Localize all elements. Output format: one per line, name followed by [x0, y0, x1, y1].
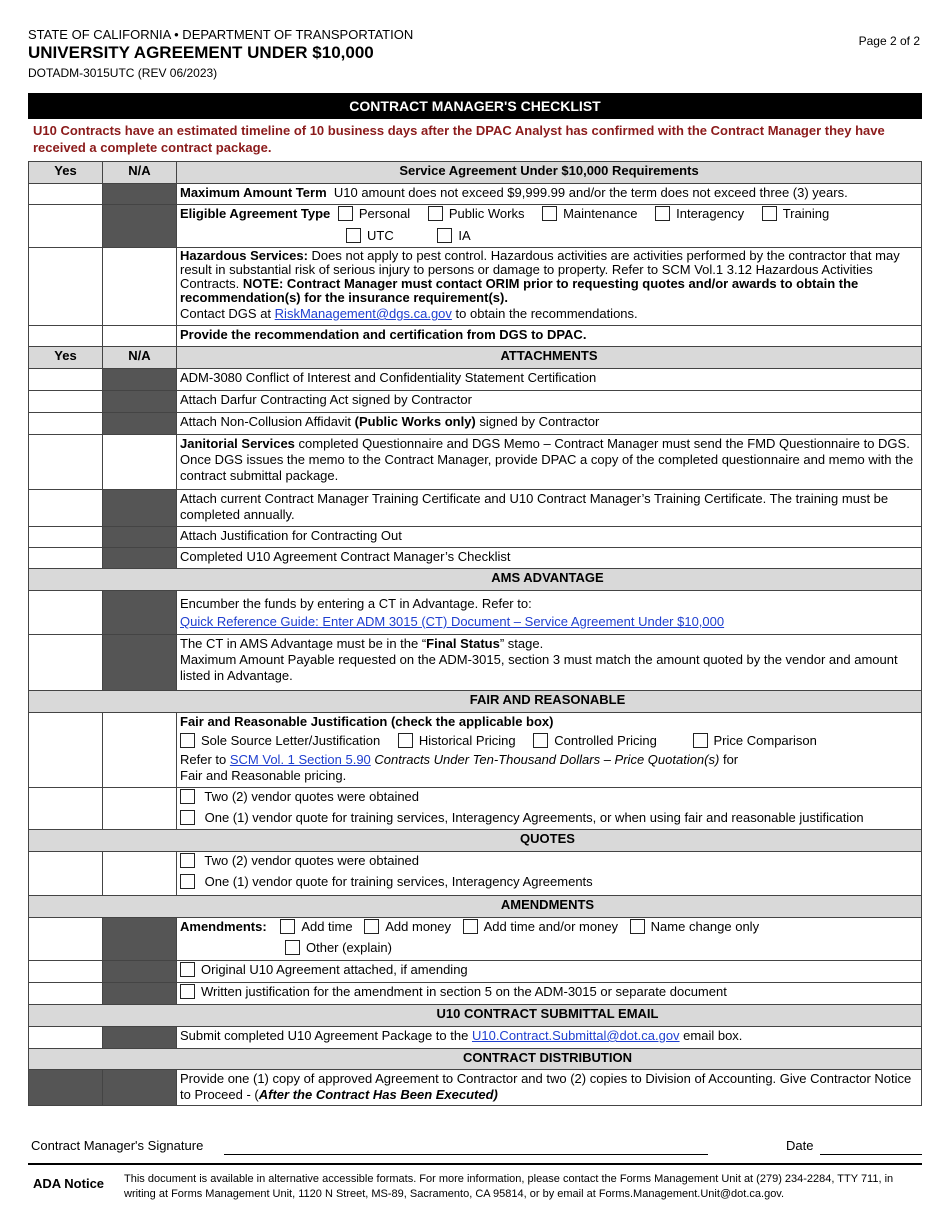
quotes-item [177, 852, 922, 896]
option-historical-pricing: Historical Pricing [418, 733, 516, 748]
quotes-two-text: Two (2) vendor quotes were obtained [204, 853, 420, 868]
written-justification-item [177, 983, 922, 1005]
refer-italic: Contracts Under Ten-Thousand Dollars – Price Quotation(s) [374, 752, 720, 767]
non-collusion-bold: (Public Works only) [354, 414, 476, 429]
encumber-text: Encumber the funds by entering a CT in Advantage. Refer to: [180, 596, 532, 611]
amendments-label: Amendments: [180, 919, 267, 934]
max-amount-row [177, 184, 922, 205]
checkbox-interagency[interactable] [655, 206, 670, 221]
na-cell-shaded [103, 1070, 177, 1106]
checklist-item: Completed U10 Agreement Contract Manager’s Checklist [177, 548, 922, 569]
distribution-italic: After the Contract Has Been Executed) [258, 1087, 498, 1102]
risk-management-email-link[interactable]: RiskManagement@dgs.ca.gov [274, 306, 452, 321]
training-item: Attach current Contract Manager Training Certificate and U10 Contract Manager’s Training Certificate. The training must be completed annually. [177, 490, 922, 527]
janitorial-text: completed Questionnaire and DGS Memo – Contract Manager must send the FMD Questionnaire to DGS. Once DGS issues the memo to the Contract Manager, provide DPAC a copy of the completed questionnaire and memo with the contract submittal package. [180, 436, 914, 483]
distribution-title: CONTRACT DISTRIBUTION [29, 1049, 922, 1070]
option-other: Other (explain) [306, 940, 392, 955]
original-agreement-item [177, 961, 922, 983]
max-amount-label: Maximum Amount Term [180, 185, 327, 200]
ada-label: ADA Notice [33, 1176, 105, 1191]
quick-reference-guide-link[interactable]: Quick Reference Guide: Enter ADM 3015 (CT) Document – Service Agreement Under $10,000 [180, 614, 725, 629]
option-utc: UTC [367, 228, 394, 243]
checklist-banner: CONTRACT MANAGER'S CHECKLIST [28, 93, 922, 119]
yes-cell[interactable] [29, 490, 103, 527]
yes-cell[interactable] [29, 369, 103, 391]
fair-justification-item [177, 713, 922, 788]
submit-post: email box. [683, 1028, 743, 1043]
table-row [29, 983, 922, 1005]
ams-title: AMS ADVANTAGE [29, 569, 922, 591]
page-number: Page 2 of 2 [858, 34, 920, 48]
encumber-item [177, 591, 922, 635]
attachments-header-row [29, 347, 922, 369]
distribution-text: Provide one (1) copy of approved Agreement to Contractor and two (2) copies to Division of Accounting. Give Contractor Notice to Proceed - ( [180, 1071, 912, 1102]
na-cell-shaded [103, 527, 177, 548]
na-cell-shaded [103, 548, 177, 569]
checkbox-written-justification[interactable] [180, 984, 195, 999]
ams-header-row [29, 569, 922, 591]
na-cell[interactable] [103, 326, 177, 347]
yes-cell[interactable] [29, 788, 103, 830]
hazardous-text: Does not apply to pest control. Hazardous activities are activities performed by the contractor that may result in substantial risk of serious injury to persons or damage to property. Refer to SCM Vol.1 3.12 Hazardous Activities Contracts. [180, 248, 900, 291]
yes-cell[interactable] [29, 548, 103, 569]
written-justification-text: Written justification for the amendment in section 5 on the ADM-3015 or separate document [201, 984, 727, 999]
amendments-title: AMENDMENTS [29, 896, 922, 918]
yes-cell[interactable] [29, 713, 103, 788]
table-row [29, 490, 922, 527]
fair-justification-label: Fair and Reasonable Justification (check the applicable box) [180, 714, 554, 729]
option-add-money: Add money [385, 919, 452, 934]
option-price-comparison: Price Comparison [713, 733, 817, 748]
max-amount-text: U10 amount does not exceed $9,999.99 and/or the term does not exceed three (3) years. [333, 185, 848, 200]
signature-row [30, 1138, 922, 1158]
table-row [29, 635, 922, 691]
na-cell[interactable] [103, 435, 177, 490]
agency-line: STATE OF CALIFORNIA • DEPARTMENT OF TRANSPORTATION [28, 27, 414, 42]
option-ia: IA [458, 228, 471, 243]
hazardous-row [177, 248, 922, 326]
contact-dgs-text: Contact DGS at [180, 306, 272, 321]
checkbox-other[interactable] [285, 940, 300, 955]
yes-cell[interactable] [29, 326, 103, 347]
quotes-title: QUOTES [29, 830, 922, 852]
checkbox-original-agreement[interactable] [180, 962, 195, 977]
ada-divider [28, 1163, 922, 1165]
yes-header: Yes [29, 347, 103, 369]
form-title: UNIVERSITY AGREEMENT UNDER $10,000 [28, 43, 374, 62]
yes-cell[interactable] [29, 852, 103, 896]
yes-cell[interactable] [29, 918, 103, 961]
refer-line2: Fair and Reasonable pricing. [180, 768, 347, 783]
table-row [29, 248, 922, 326]
na-cell-shaded [103, 369, 177, 391]
na-cell-shaded [103, 635, 177, 691]
signature-field[interactable] [224, 1154, 708, 1155]
na-cell-shaded [103, 490, 177, 527]
na-cell-shaded [103, 391, 177, 413]
status-post: ” stage. [499, 636, 544, 651]
one-quote-text: One (1) vendor quote for training services, Interagency Agreements, or when using fair and reasonable justification [204, 810, 864, 825]
checkbox-add-money[interactable] [364, 919, 379, 934]
attachments-title: ATTACHMENTS [177, 347, 922, 369]
fair-quotes-item [177, 788, 922, 830]
non-collusion-post: signed by Contractor [479, 414, 600, 429]
table-row [29, 591, 922, 635]
table-row [29, 1070, 922, 1106]
table-row [29, 852, 922, 896]
na-cell-shaded [103, 1027, 177, 1049]
checkbox-quotes-one[interactable] [180, 874, 195, 889]
service-title: Service Agreement Under $10,000 Requirements [177, 162, 922, 184]
table-row [29, 326, 922, 347]
checkbox-maintenance[interactable] [542, 206, 557, 221]
table-row [29, 961, 922, 983]
checkbox-public-works[interactable] [428, 206, 443, 221]
option-add-time-money: Add time and/or money [483, 919, 619, 934]
na-cell-shaded [103, 413, 177, 435]
yes-cell[interactable] [29, 413, 103, 435]
na-cell[interactable] [103, 788, 177, 830]
final-status-bold: Final Status [426, 636, 500, 651]
table-row [29, 435, 922, 490]
na-cell-shaded [103, 961, 177, 983]
na-header: N/A [103, 162, 177, 184]
table-row [29, 205, 922, 248]
yes-cell[interactable] [29, 961, 103, 983]
option-maintenance: Maintenance [563, 206, 638, 221]
table-row [29, 369, 922, 391]
na-cell-shaded [103, 918, 177, 961]
two-quotes-text: Two (2) vendor quotes were obtained [204, 789, 420, 804]
checkbox-controlled-pricing[interactable] [533, 733, 548, 748]
table-row [29, 184, 922, 205]
na-cell-shaded [103, 591, 177, 635]
table-row [29, 918, 922, 961]
na-cell[interactable] [103, 713, 177, 788]
checkbox-training[interactable] [762, 206, 777, 221]
yes-cell[interactable] [29, 527, 103, 548]
non-collusion-item [177, 413, 922, 435]
submit-email-item [177, 1027, 922, 1049]
adm3080-item: ADM-3080 Conflict of Interest and Confidentiality Statement Certification [177, 369, 922, 391]
status-text: The CT in AMS Advantage must be in the “ [180, 636, 427, 651]
table-row [29, 713, 922, 788]
janitorial-item [177, 435, 922, 490]
email-title: U10 CONTRACT SUBMITTAL EMAIL [29, 1005, 922, 1027]
na-cell[interactable] [103, 852, 177, 896]
yes-cell[interactable] [29, 983, 103, 1005]
amendments-item [177, 918, 922, 961]
option-training: Training [782, 206, 830, 221]
refer-text: Refer to [180, 752, 227, 767]
form-number: DOTADM-3015UTC (REV 06/2023) [28, 66, 218, 80]
signature-label: Contract Manager's Signature [31, 1138, 204, 1153]
checkbox-one-quote[interactable] [180, 810, 195, 825]
na-cell-shaded [103, 205, 177, 248]
checkbox-quotes-two[interactable] [180, 853, 195, 868]
checkbox-ia[interactable] [437, 228, 452, 243]
fair-header-row [29, 691, 922, 713]
quotes-one-text: One (1) vendor quote for training services, Interagency Agreements [204, 874, 593, 889]
option-sole-source: Sole Source Letter/Justification [201, 733, 381, 748]
option-interagency: Interagency [676, 206, 745, 221]
table-row [29, 548, 922, 569]
yes-cell-shaded [29, 1070, 103, 1106]
yes-cell[interactable] [29, 248, 103, 326]
checkbox-name-change[interactable] [630, 919, 645, 934]
date-field[interactable] [820, 1154, 922, 1155]
table-row [29, 1027, 922, 1049]
date-label: Date [786, 1138, 814, 1153]
yes-cell[interactable] [29, 391, 103, 413]
original-agreement-text: Original U10 Agreement attached, if amending [201, 962, 468, 977]
final-status-item [177, 635, 922, 691]
table-row [29, 413, 922, 435]
table-row [29, 788, 922, 830]
checkbox-utc[interactable] [346, 228, 361, 243]
service-header-row [29, 162, 922, 184]
scm-section-link[interactable]: SCM Vol. 1 Section 5.90 [229, 752, 371, 767]
yes-cell[interactable] [29, 205, 103, 248]
checkbox-price-comparison[interactable] [693, 733, 708, 748]
checkbox-personal[interactable] [338, 206, 353, 221]
email-header-row [29, 1005, 922, 1027]
darfur-item: Attach Darfur Contracting Act signed by Contractor [177, 391, 922, 413]
na-cell[interactable] [103, 248, 177, 326]
checkbox-sole-source[interactable] [180, 733, 195, 748]
checkbox-historical-pricing[interactable] [398, 733, 413, 748]
option-name-change: Name change only [650, 919, 760, 934]
hazardous-label: Hazardous Services: [180, 248, 308, 263]
quotes-header-row [29, 830, 922, 852]
submit-text: Submit completed U10 Agreement Package to the [180, 1028, 469, 1043]
submittal-email-link[interactable]: U10.Contract.Submittal@dot.ca.gov [471, 1028, 680, 1043]
option-personal: Personal [358, 206, 411, 221]
refer-post: for [722, 752, 739, 767]
table-row [29, 391, 922, 413]
janitorial-label: Janitorial Services [180, 436, 295, 451]
amendments-header-row [29, 896, 922, 918]
yes-cell[interactable] [29, 1027, 103, 1049]
option-add-time: Add time [301, 919, 353, 934]
justification-item: Attach Justification for Contracting Out [177, 527, 922, 548]
yes-cell[interactable] [29, 591, 103, 635]
na-cell-shaded [103, 184, 177, 205]
yes-cell[interactable] [29, 435, 103, 490]
eligible-type-label: Eligible Agreement Type [180, 206, 331, 221]
fair-title: FAIR AND REASONABLE [29, 691, 922, 713]
ada-text: This document is available in alternative accessible formats. For more information, please contact the Forms Management Unit at (279) 234-2284, TTY 711, in writing at Forms Management Unit, 1120 N Street, MS-89, Sacramento, CA 95814, or by email at Forms.Management.Unit@dot.ca.gov. [124, 1173, 894, 1200]
yes-cell[interactable] [29, 635, 103, 691]
yes-header: Yes [29, 162, 103, 184]
contact-dgs-post: to obtain the recommendations. [455, 306, 638, 321]
payable-text: Maximum Amount Payable requested on the ADM-3015, section 3 must match the amount quoted by the vendor and amount listed in Advantage. [180, 652, 898, 683]
eligible-type-row [177, 205, 922, 248]
timeline-notice: U10 Contracts have an estimated timeline of 10 business days after the DPAC Analyst has confirmed with the Contract Manager they have received a complete contract package. [33, 123, 885, 155]
option-controlled-pricing: Controlled Pricing [554, 733, 657, 748]
non-collusion-text: Attach Non-Collusion Affidavit [180, 414, 352, 429]
na-header: N/A [103, 347, 177, 369]
distribution-item [177, 1070, 922, 1106]
checkbox-add-time[interactable] [280, 919, 295, 934]
hazardous-note: NOTE: Contract Manager must contact ORIM prior to requesting quotes and/or awards to obtain the recommendation(s) for the insurance requirement(s). [180, 276, 859, 305]
checkbox-add-time-money[interactable] [463, 919, 478, 934]
table-row [29, 527, 922, 548]
checkbox-two-quotes[interactable] [180, 789, 195, 804]
yes-cell[interactable] [29, 184, 103, 205]
na-cell-shaded [103, 983, 177, 1005]
checklist-table [28, 161, 922, 1106]
provide-recommendation: Provide the recommendation and certification from DGS to DPAC. [177, 326, 922, 347]
option-public-works: Public Works [448, 206, 525, 221]
distribution-header-row [29, 1049, 922, 1070]
